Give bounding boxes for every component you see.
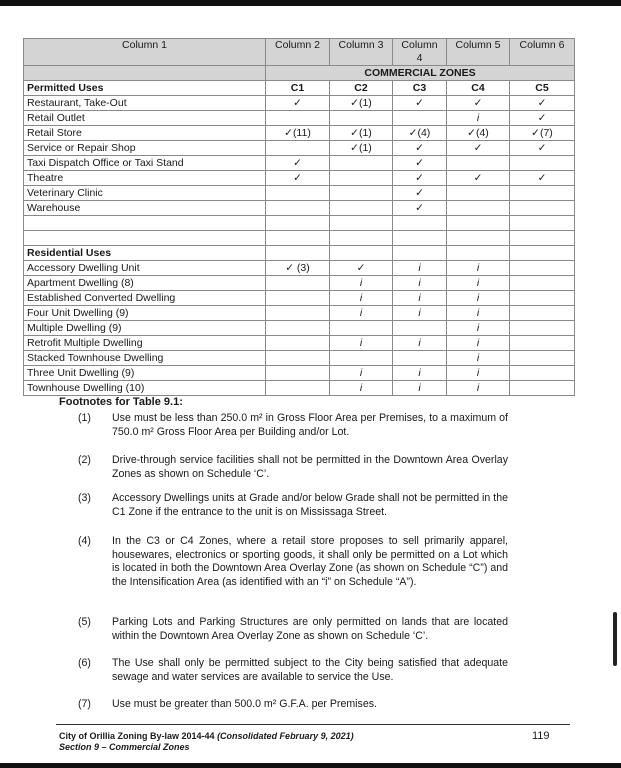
empty-cell [510, 246, 575, 261]
footnote-text: In the C3 or C4 Zones, where a retail store proposes to sell primarily apparel, housewares, electronics or sporting goods, it shall only be permitted on a Lot which is located in both the Downtown Area Overlay Zone (as shown on Schedule “C”) and the Intensification Area (as identified with an “i” on Schedule “A”). [112, 535, 508, 588]
use-label: Service or Repair Shop [24, 141, 266, 156]
permission-cell: i [393, 276, 447, 291]
footnote-number: (5) [78, 616, 91, 628]
permission-cell: i [447, 291, 510, 306]
empty-cell [510, 216, 575, 231]
permission-cell: ✓ [510, 111, 575, 126]
permission-cell [510, 201, 575, 216]
permission-cell [510, 366, 575, 381]
permission-cell: i [393, 261, 447, 276]
footnote-number: (4) [78, 535, 91, 547]
empty-cell [330, 231, 393, 246]
permission-cell [266, 321, 330, 336]
use-label: Four Unit Dwelling (9) [24, 306, 266, 321]
permission-cell [266, 276, 330, 291]
table-row [24, 351, 575, 366]
permission-cell [393, 351, 447, 366]
permission-cell: i [330, 366, 393, 381]
permission-cell: ✓ [393, 141, 447, 156]
permission-cell: i [447, 276, 510, 291]
column-header-row [24, 39, 575, 66]
use-label: Multiple Dwelling (9) [24, 321, 266, 336]
column-header: Column 1 [24, 39, 266, 66]
table-row [24, 171, 575, 186]
blank-row [24, 231, 575, 246]
use-label: Warehouse [24, 201, 266, 216]
permission-cell: ✓(1) [330, 126, 393, 141]
permission-cell [510, 321, 575, 336]
empty-cell [330, 216, 393, 231]
table-row [24, 156, 575, 171]
use-label: Retail Outlet [24, 111, 266, 126]
scrollbar-thumb[interactable] [613, 612, 617, 666]
permission-cell: ✓ [447, 171, 510, 186]
permission-cell [510, 306, 575, 321]
permission-cell [510, 186, 575, 201]
use-label: Veterinary Clinic [24, 186, 266, 201]
footnote-number: (1) [78, 412, 91, 424]
bottom-edge-bar [0, 763, 621, 768]
use-label: Taxi Dispatch Office or Taxi Stand [24, 156, 266, 171]
use-label: Accessory Dwelling Unit [24, 261, 266, 276]
permission-cell: ✓(1) [330, 96, 393, 111]
permission-cell: ✓ (3) [266, 261, 330, 276]
permission-cell: ✓ [393, 156, 447, 171]
footer-bylaw: City of Orillia Zoning By-law 2014-44 [59, 731, 215, 741]
permission-cell [330, 351, 393, 366]
table-row [24, 261, 575, 276]
residential-uses-header [24, 246, 575, 261]
permission-cell [510, 276, 575, 291]
permission-cell: i [330, 306, 393, 321]
column-header: Column 6 [510, 39, 575, 66]
permission-cell [447, 186, 510, 201]
permission-cell: ✓(1) [330, 141, 393, 156]
footnote-item [78, 616, 508, 643]
footnote-text: Accessory Dwellings units at Grade and/or below Grade shall not be permitted in the C1 Zone if the entrance to the unit is on Mississaga Street. [112, 492, 508, 518]
table-row [24, 96, 575, 111]
permission-cell: i [447, 261, 510, 276]
table-row [24, 381, 575, 396]
permission-cell: i [447, 381, 510, 396]
permission-cell: ✓ [393, 96, 447, 111]
permission-cell: ✓ [330, 261, 393, 276]
permission-cell [330, 201, 393, 216]
footnotes-title: Footnotes for Table 9.1: [59, 396, 183, 408]
empty-cell [393, 246, 447, 261]
use-label: Restaurant, Take-Out [24, 96, 266, 111]
footnote-number: (7) [78, 698, 91, 710]
permission-cell [266, 351, 330, 366]
permission-cell: ✓ [510, 171, 575, 186]
permission-cell: ✓ [266, 156, 330, 171]
empty-cell [266, 231, 330, 246]
permission-cell: i [447, 321, 510, 336]
permission-cell [266, 336, 330, 351]
permission-cell: ✓ [393, 201, 447, 216]
zone-code: C5 [510, 81, 575, 96]
permission-cell [330, 171, 393, 186]
zone-code: C3 [393, 81, 447, 96]
footer-consolidated: (Consolidated February 9, 2021) [217, 731, 354, 741]
permission-cell [510, 291, 575, 306]
empty-cell [266, 246, 330, 261]
zone-code: C1 [266, 81, 330, 96]
use-label: Theatre [24, 171, 266, 186]
footnote-item [78, 657, 508, 684]
permission-cell: i [330, 276, 393, 291]
use-label: Apartment Dwelling (8) [24, 276, 266, 291]
permission-cell: i [447, 351, 510, 366]
use-label: Retrofit Multiple Dwelling [24, 336, 266, 351]
permission-cell: ✓ [393, 171, 447, 186]
empty-cell [447, 246, 510, 261]
permission-cell [330, 186, 393, 201]
permission-cell: i [447, 306, 510, 321]
permission-cell [510, 261, 575, 276]
section-label: Residential Uses [24, 246, 266, 261]
permission-cell [447, 156, 510, 171]
permission-cell: i [447, 366, 510, 381]
footer-section: Section 9 – Commercial Zones [59, 742, 190, 752]
permission-cell: ✓ [447, 141, 510, 156]
column-header: Column 4 [393, 39, 447, 66]
permission-cell: ✓ [393, 186, 447, 201]
permission-cell [330, 321, 393, 336]
permission-cell [330, 111, 393, 126]
permission-cell [266, 381, 330, 396]
permission-cell [266, 186, 330, 201]
permission-cell [510, 381, 575, 396]
permission-cell: ✓ [447, 96, 510, 111]
section-label: Permitted Uses [24, 81, 266, 96]
permission-cell [330, 156, 393, 171]
footnote-item [78, 412, 508, 439]
permission-cell: i [393, 306, 447, 321]
footnote-item [78, 535, 508, 589]
empty-cell [393, 216, 447, 231]
commercial-zones-row [24, 66, 575, 81]
footnote-text: The Use shall only be permitted subject to the City being satisfied that adequate sewage and water services are available to service the Use. [112, 657, 508, 683]
empty-cell [447, 216, 510, 231]
permission-cell [393, 321, 447, 336]
permission-cell: ✓ [266, 171, 330, 186]
footnote-text: Drive-through service facilities shall not be permitted in the Downtown Area Overlay Zones as shown on Schedule ‘C’. [112, 454, 508, 480]
page-number: 119 [532, 730, 550, 742]
table-row [24, 321, 575, 336]
table-row [24, 111, 575, 126]
permission-cell: i [393, 381, 447, 396]
permission-cell: ✓(4) [393, 126, 447, 141]
table-row [24, 276, 575, 291]
permission-cell [266, 201, 330, 216]
empty-cell [330, 246, 393, 261]
permission-cell: i [330, 381, 393, 396]
permission-cell [266, 291, 330, 306]
footnote-text: Use must be less than 250.0 m² in Gross Floor Area per Premises, to a maximum of 750.0 m² Gross Floor Area per Building and/or Lot. [112, 412, 508, 438]
table-row [24, 306, 575, 321]
use-label: Townhouse Dwelling (10) [24, 381, 266, 396]
table-row [24, 336, 575, 351]
permission-cell [510, 351, 575, 366]
permission-cell: ✓(11) [266, 126, 330, 141]
footnote-item [78, 698, 508, 712]
table-row [24, 201, 575, 216]
table-row [24, 141, 575, 156]
footnote-number: (3) [78, 492, 91, 504]
empty-cell [24, 216, 266, 231]
permission-cell: i [393, 336, 447, 351]
column-header: Column 2 [266, 39, 330, 66]
footnote-number: (6) [78, 657, 91, 669]
empty-cell [447, 231, 510, 246]
permission-cell [510, 156, 575, 171]
blank-row [24, 216, 575, 231]
permission-cell: ✓(7) [510, 126, 575, 141]
zone-code: C4 [447, 81, 510, 96]
permission-cell: i [447, 111, 510, 126]
empty-cell [266, 216, 330, 231]
footnote-text: Use must be greater than 500.0 m² G.F.A. per Premises. [112, 698, 377, 710]
footnote-number: (2) [78, 454, 91, 466]
permission-cell [266, 141, 330, 156]
permission-cell: ✓ [266, 96, 330, 111]
footnote-item [78, 454, 508, 481]
footnote-text: Parking Lots and Parking Structures are only permitted on lands that are located within the Downtown Area Overlay Zone as shown on Schedule ‘C’. [112, 616, 508, 642]
permission-cell [266, 111, 330, 126]
permission-cell: i [330, 291, 393, 306]
permission-cell [266, 366, 330, 381]
table-row [24, 126, 575, 141]
permitted-uses-header [24, 81, 575, 96]
footnote-item [78, 492, 508, 519]
top-edge-bar [0, 0, 621, 6]
permission-cell [266, 306, 330, 321]
use-label: Stacked Townhouse Dwelling [24, 351, 266, 366]
permission-cell: i [393, 366, 447, 381]
permission-cell: i [447, 336, 510, 351]
use-label: Retail Store [24, 126, 266, 141]
empty-cell [510, 231, 575, 246]
page-footer [59, 731, 354, 753]
table-row [24, 291, 575, 306]
table-row [24, 366, 575, 381]
permission-cell: i [393, 291, 447, 306]
column-header: Column 5 [447, 39, 510, 66]
permission-cell: ✓ [510, 96, 575, 111]
empty-cell [393, 231, 447, 246]
permission-cell: ✓(4) [447, 126, 510, 141]
empty-cell [24, 231, 266, 246]
empty-cell [24, 66, 266, 81]
zone-code: C2 [330, 81, 393, 96]
zoning-table [23, 38, 575, 396]
permission-cell [447, 201, 510, 216]
permission-cell: i [330, 336, 393, 351]
permission-cell [510, 336, 575, 351]
footer-divider [56, 724, 570, 725]
column-header: Column 3 [330, 39, 393, 66]
use-label: Established Converted Dwelling [24, 291, 266, 306]
permission-cell [393, 111, 447, 126]
use-label: Three Unit Dwelling (9) [24, 366, 266, 381]
commercial-zones-label: COMMERCIAL ZONES [266, 66, 575, 81]
table-row [24, 186, 575, 201]
permission-cell: ✓ [510, 141, 575, 156]
